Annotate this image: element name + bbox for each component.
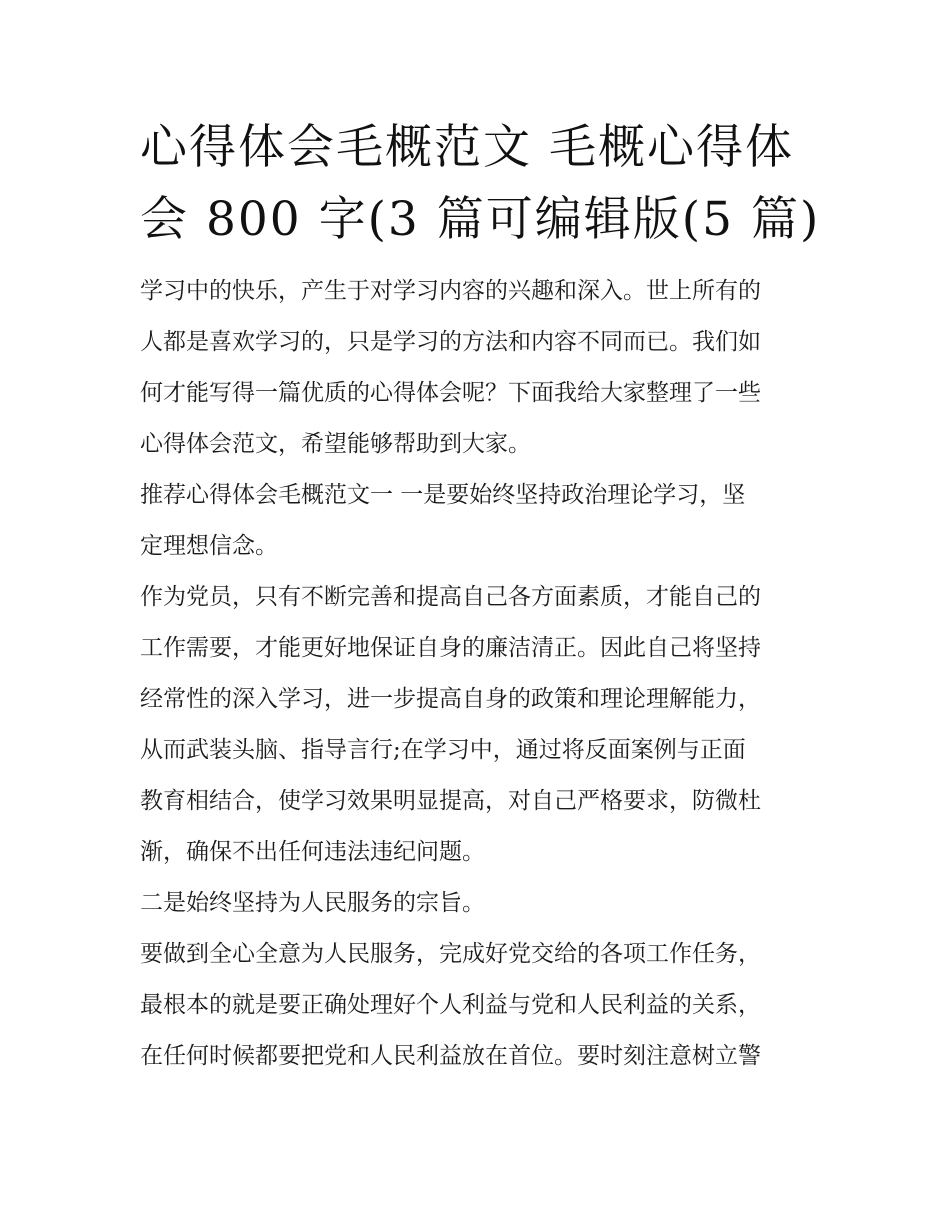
text-line: 教育相结合，使学习效果明显提高，对自己严格要求，防微杜	[140, 788, 761, 814]
text-line: 经常性的深入学习，进一步提高自身的政策和理论理解能力，	[140, 686, 761, 712]
text-line: 最根本的就是要正确处理好个人利益与党和人民利益的关系，	[140, 992, 761, 1018]
text-line: 人都是喜欢学习的，只是学习的方法和内容不同而已。我们如	[140, 329, 761, 355]
paragraph-intro	[140, 266, 812, 470]
text-line: 定理想信念。	[140, 533, 278, 559]
text-line: 推荐心得体会毛概范文一 一是要始终坚持政治理论学习，坚	[140, 482, 746, 508]
text-line: 要做到全心全意为人民服务，完成好党交给的各项工作任务，	[140, 941, 761, 967]
paragraph-serve-people	[140, 929, 812, 1082]
title-line: 会 800 字(3 篇可编辑版(5 篇)	[140, 192, 821, 247]
text-line: 工作需要，才能更好地保证自身的廉洁清正。因此自己将坚持	[140, 635, 761, 661]
title-line: 心得体会毛概范文 毛概心得体	[140, 120, 794, 175]
document-title	[140, 112, 821, 256]
text-line: 何才能写得一篇优质的心得体会呢？下面我给大家整理了一些	[140, 380, 761, 406]
text-line: 渐，确保不出任何违法违纪问题。	[140, 839, 485, 865]
paragraph-section-two-heading	[140, 878, 812, 929]
paragraph-section-one-heading	[140, 470, 812, 572]
text-line: 心得体会范文，希望能够帮助到大家。	[140, 431, 531, 457]
text-line: 从而武装头脑、指导言行;在学习中，通过将反面案例与正面	[140, 737, 746, 763]
text-line: 在任何时候都要把党和人民利益放在首位。要时刻注意树立警	[140, 1043, 761, 1069]
text-line: 作为党员，只有不断完善和提高自己各方面素质，才能自己的	[140, 584, 761, 610]
text-line: 二是始终坚持为人民服务的宗旨。	[140, 890, 485, 916]
paragraph-party-member	[140, 572, 812, 878]
document-body	[140, 112, 821, 1082]
text-line: 学习中的快乐，产生于对学习内容的兴趣和深入。世上所有的	[140, 278, 761, 304]
